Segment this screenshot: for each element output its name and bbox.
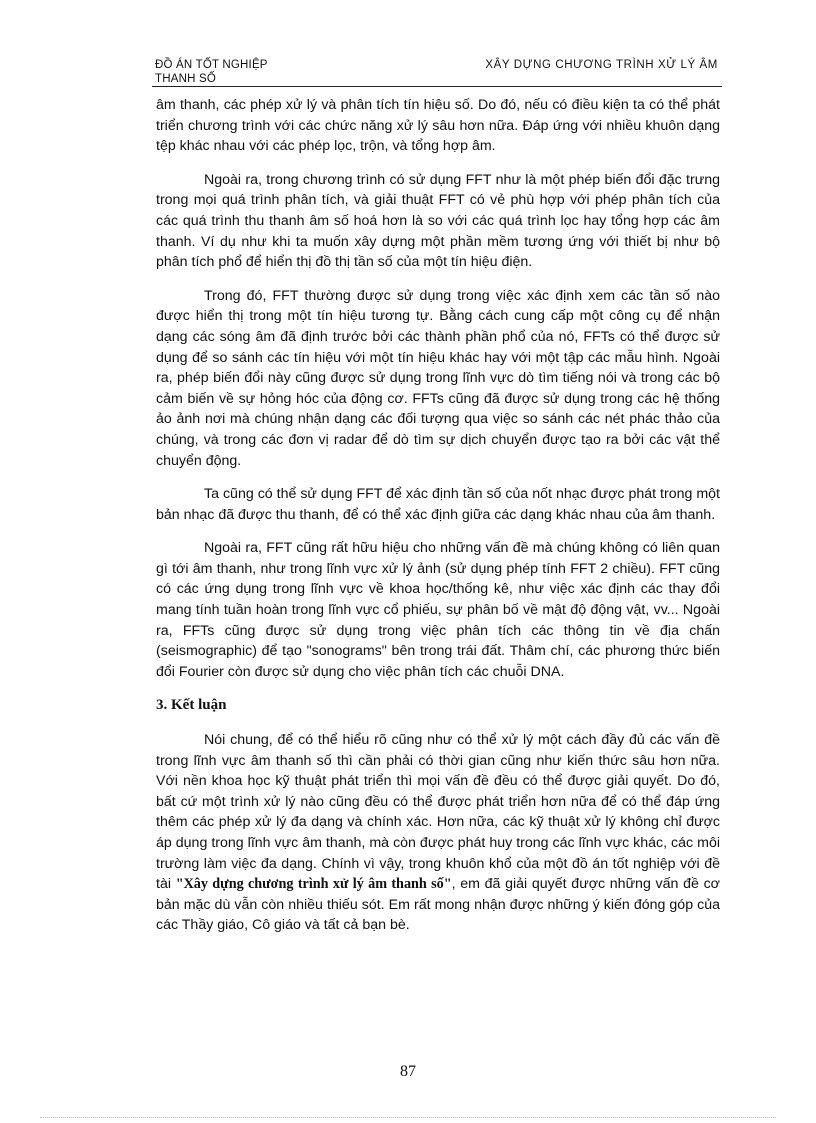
conclusion-paragraph xyxy=(156,730,720,936)
thesis-title: "Xây dựng chương trình xử lý âm thanh số" xyxy=(175,876,452,893)
paragraph: Ta cũng có thể sử dụng FFT để xác định tần số của nốt nhạc được phát trong một bản nhạc đã được thu thanh, để có thể xác định giữa các dạng khác nhau của âm thanh. xyxy=(156,486,720,523)
body-text xyxy=(156,95,720,949)
page-header xyxy=(152,58,722,87)
header-right: XÂY DỰNG CHƯƠNG TRÌNH XỬ LÝ ÂM xyxy=(485,59,718,71)
paragraph: Ngoài ra, trong chương trình có sử dụng FFT như là một phép biến đổi đặc trưng trong mọi quá trình phân tích, và giải thuật FFT có vẻ phù hợp với phép phân tích của các quá trình thu thanh âm số hoá hơn là so với các quá trình lọc hay tổng hợp các âm thanh. Ví dụ như khi ta muốn xây dựng một phần mềm tương ứng với thiết bị như bộ phân tích phổ để hiển thị đồ thị tần số của một tín hiệu điện. xyxy=(156,171,720,271)
page-number: 87 xyxy=(400,1063,416,1080)
header-left xyxy=(155,58,268,86)
paragraph: Trong đó, FFT thường được sử dụng trong việc xác định xem các tần số nào được hiển thị trong một tín hiệu tương tự. Bằng cách cung cấp một công cụ để nhận dạng các sóng âm đã định trước bởi các thành phần phổ của nó, FFTs có thể được sử dụng để so sánh các tín hiệu với một tín hiệu khác hay với một tập các mẫu hình. Ngoài ra, phép biến đổi này cũng được sử dụng trong lĩnh vực dò tìm tiếng nói và trong các bộ cảm biến về sự hỏng hóc của động cơ. FFTs cũng đã được sử dụng trong các hệ thống ảo ảnh nơi mà chúng nhận dạng các đối tượng qua việc so sánh các nét phác thảo của chúng, và trong các đơn vị radar để dò tìm sự dịch chuyển được tạo ra bởi các vật thể chuyển động. xyxy=(156,287,720,469)
paragraph: Ngoài ra, FFT cũng rất hữu hiệu cho những vấn đề mà chúng không có liên quan gì tới âm thanh, như trong lĩnh vực xử lý ảnh (sử dụng phép tính FFT 2 chiều). FFT cũng có các ứng dụng trong lĩnh vực về khoa học/thống kê, như việc xác định các thay đổi mang tính tuần hoàn trong lĩnh vực cổ phiếu, sự phân bố về mật độ động vật, vv... Ngoài ra, FFTs cũng được sử dụng trong việc phân tích các thông tin về địa chấn (seismographic) để tạo "sonograms" bên trong trái đất. Thâm chí, các phương thức biến đổi Fourier còn được sử dụng cho việc phân tích các chuỗi DNA. xyxy=(156,540,720,680)
section-heading: 3. Kết luận xyxy=(156,697,227,714)
header-left-line1: ĐỒ ÁN TỐT NGHIỆP xyxy=(155,59,268,71)
conclusion-text-before: Nói chung, để có thể hiểu rõ cũng như có thể xử lý một cách đầy đủ các vấn đề trong lĩnh vực âm thanh số thì cần phải có thời gian cũng như kiến thức sâu hơn nữa. Với nền khoa học kỹ thuật phát triển thì mọi vấn đề đều có thể được giải quyết. Do đó, bất cứ một trình xử lý nào cũng đều có thể được phát triển hơn nữa để có thể đáp ứng thêm các phép xử lý đa dạng và chính xác. Hơn nữa, các kỹ thuật xử lý không chỉ được áp dụng trong lĩnh vực âm thanh, mà còn được phát huy trong các lĩnh vực khác, các môi trường làm việc đa dạng. Chính vì vậy, trong khuôn khổ của một đồ án tốt nghiệp với đề tài xyxy=(156,732,720,893)
paragraph-continued: âm thanh, các phép xử lý và phân tích tín hiệu số. Do đó, nếu có điều kiện ta có thể phát triển chương trình với các chức năng xử lý sâu hơn nữa. Đáp ứng với nhiều khuôn dạng tệp khác nhau với các phép lọc, trộn, và tổng hợp âm. xyxy=(156,97,720,155)
conclusion-text-after: , em đã giải quyết được những vấn đề cơ bản mặc dù vẫn còn nhiều thiếu sót. Em rất mong nhận được những ý kiến đóng góp của các Thầy giáo, Cô giáo và tất cả bạn bè. xyxy=(156,876,720,934)
header-left-line2: THANH SỐ xyxy=(155,73,217,85)
page-bottom-divider xyxy=(40,1117,776,1118)
